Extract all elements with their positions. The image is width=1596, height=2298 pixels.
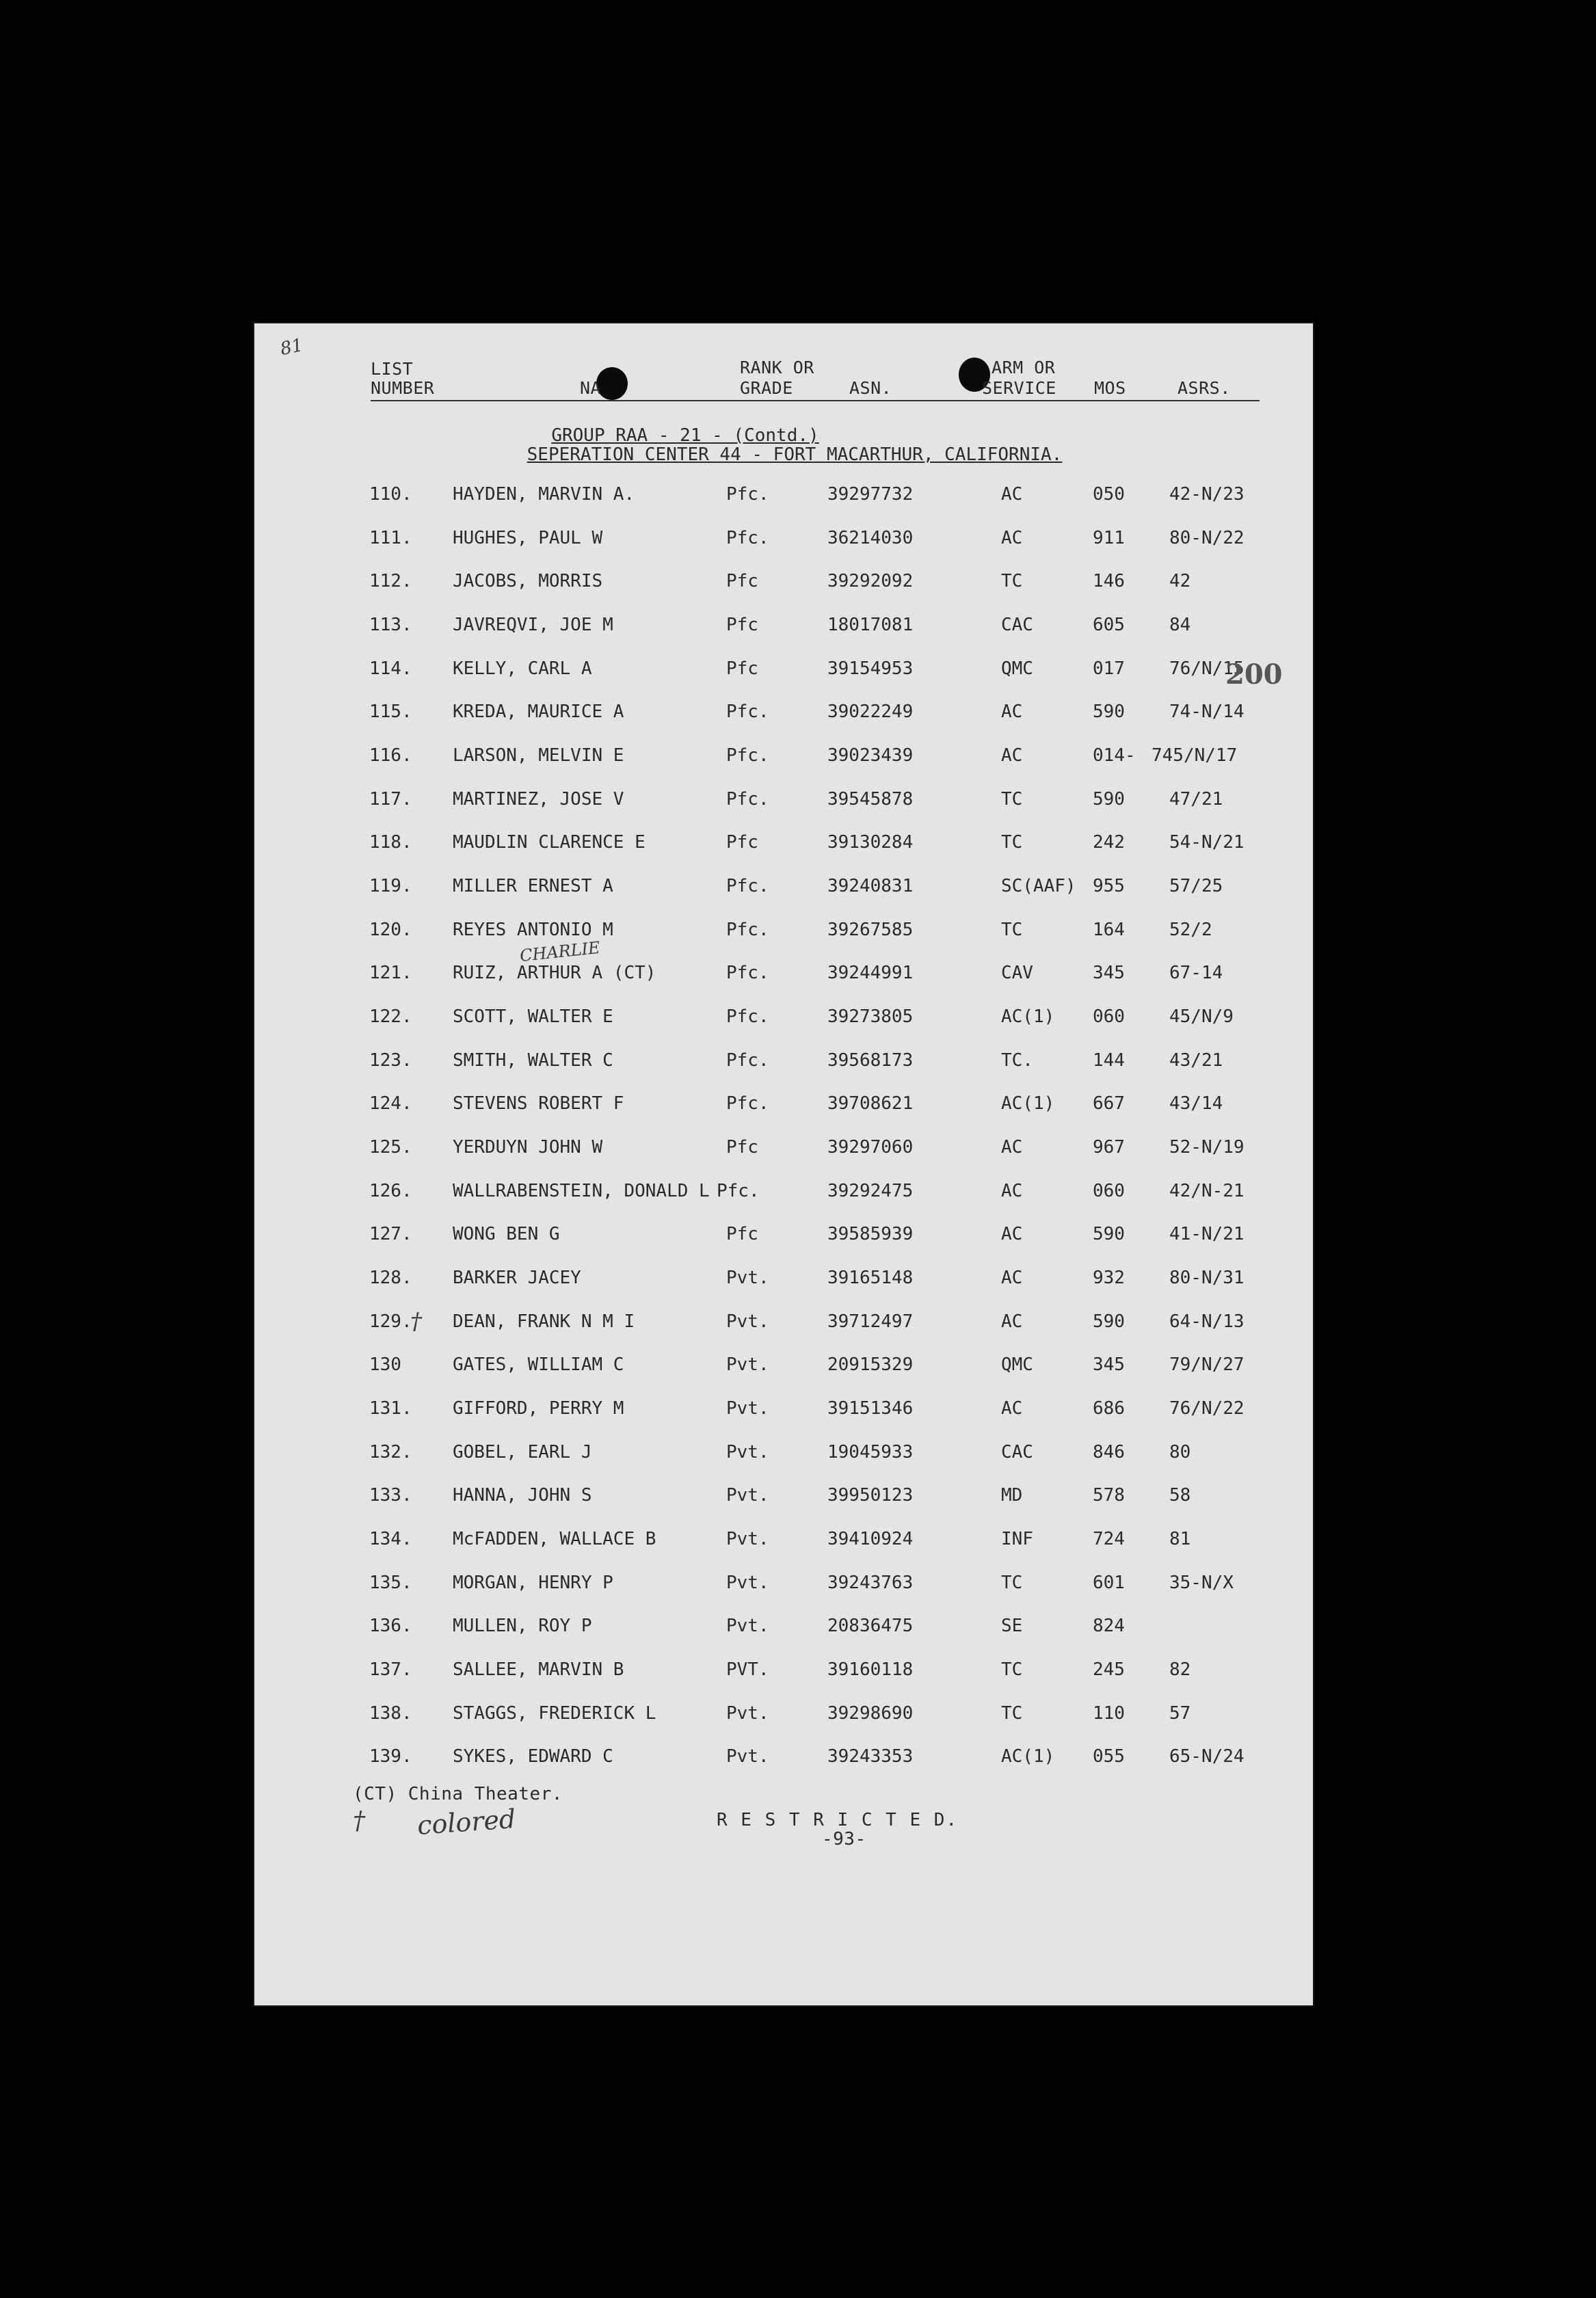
asrs: 41-N/21 [1169,1224,1245,1244]
mos: 242 [1093,832,1125,853]
list-number: 112. [369,571,412,591]
asn: 39151346 [827,1398,914,1419]
arm-service: AC [1001,484,1023,505]
rank: Pvt. [726,1746,769,1767]
list-number: 116. [369,745,412,766]
arm-service: AC [1001,1181,1023,1201]
asn: 39154953 [827,658,914,679]
table-row [254,657,1313,684]
rank: Pfc. [726,789,769,810]
list-number: 123. [369,1050,412,1071]
asrs: 43/14 [1169,1093,1223,1114]
soldier-name: LARSON, MELVIN E [453,745,624,766]
soldier-name: KELLY, CARL A [453,658,592,679]
arm-service: INF [1001,1529,1033,1549]
arm-service: CAC [1001,1442,1033,1462]
asrs: 57 [1169,1703,1191,1724]
rank: Pfc. [726,1093,769,1114]
list-number: 136. [369,1616,412,1636]
table-row [254,1702,1313,1729]
rank: Pvt. [726,1398,769,1419]
mos: 146 [1093,571,1125,591]
mos: 017 [1093,658,1125,679]
mos: 590 [1093,1224,1125,1244]
asrs: 52/2 [1169,920,1212,940]
header-list: LIST [371,359,414,379]
list-number: 120. [369,920,412,940]
mos: 345 [1093,1354,1125,1375]
mos: 060 [1093,1006,1125,1027]
asn: 39292092 [827,571,914,591]
arm-service: AC [1001,528,1023,548]
asn: 39545878 [827,789,914,810]
table-row [254,1223,1313,1250]
list-number: 125. [369,1137,412,1158]
arm-service: MD [1001,1485,1023,1506]
soldier-name: GATES, WILLIAM C [453,1354,624,1375]
rank: PVT. [726,1659,769,1680]
soldier-name: KREDA, MAURICE A [453,702,624,722]
page-number: -93- [822,1829,866,1849]
asrs: 80 [1169,1442,1191,1462]
mos: 590 [1093,789,1125,810]
arm-service: AC [1001,745,1023,766]
table-row [254,1441,1313,1468]
asn: 39273805 [827,1006,914,1027]
document-page [254,323,1313,2005]
asrs: 80-N/22 [1169,528,1245,548]
rank: Pfc. [726,920,769,940]
soldier-name: McFADDEN, WALLACE B [453,1529,656,1549]
asrs: 84 [1169,615,1191,635]
soldier-name: YERDUYN JOHN W [453,1137,603,1158]
arm-service: TC. [1001,1050,1033,1071]
asrs: 58 [1169,1485,1191,1506]
table-row [254,1179,1313,1207]
soldier-name: JAVREQVI, JOE M [453,615,613,635]
table-row [254,700,1313,727]
asn: 18017081 [827,615,914,635]
asn: 39130284 [827,832,914,853]
rank: Pvt. [726,1268,769,1288]
asn: 39240831 [827,876,914,896]
asrs: 745/N/17 [1152,745,1238,766]
arm-service: SC(AAF) [1001,876,1076,896]
asn: 39950123 [827,1485,914,1506]
soldier-name: WONG BEN G [453,1224,560,1244]
asrs: 64-N/13 [1169,1311,1245,1332]
rank: Pfc. [717,1181,760,1201]
asn: 39243353 [827,1746,914,1767]
arm-service: TC [1001,571,1023,591]
mos: 055 [1093,1746,1125,1767]
rank: Pfc [726,1137,758,1158]
table-row [254,570,1313,597]
asn: 39297732 [827,484,914,505]
list-number: 124. [369,1093,412,1114]
rank: Pvt. [726,1442,769,1462]
list-number: 139. [369,1746,412,1767]
rank: Pfc [726,1224,758,1244]
table-row [254,874,1313,902]
table-row [254,1527,1313,1555]
soldier-name: MULLEN, ROY P [453,1616,592,1636]
header-number: NUMBER [371,378,435,398]
table-row [254,1571,1313,1599]
restricted-label: R E S T R I C T E D. [717,1810,959,1830]
list-number: 121. [369,963,412,983]
table-row [254,744,1313,771]
soldier-name: STAGGS, FREDERICK L [453,1703,656,1724]
table-row [254,831,1313,858]
list-number: 129. [369,1311,412,1332]
arm-service: AC [1001,1398,1023,1419]
arm-service: TC [1001,789,1023,810]
mos: 967 [1093,1137,1125,1158]
arm-service: SE [1001,1616,1023,1636]
soldier-name: REYES ANTONIO M [453,920,613,940]
soldier-name: MARTINEZ, JOSE V [453,789,624,810]
list-number: 133. [369,1485,412,1506]
table-row [254,1136,1313,1163]
mos: 667 [1093,1093,1125,1114]
list-number: 130 [369,1354,401,1375]
asn: 39160118 [827,1659,914,1680]
arm-service: CAC [1001,615,1033,635]
arm-service: AC [1001,1137,1023,1158]
asrs: 54-N/21 [1169,832,1245,853]
mos: 144 [1093,1050,1125,1071]
rank: Pfc. [726,1006,769,1027]
asrs: 57/25 [1169,876,1223,896]
arm-service: AC [1001,1224,1023,1244]
list-number: 119. [369,876,412,896]
header-name: NA [580,378,602,398]
soldier-name: GIFFORD, PERRY M [453,1398,624,1419]
asrs: 42-N/23 [1169,484,1245,505]
arm-service: AC [1001,702,1023,722]
mos: 686 [1093,1398,1125,1419]
list-number: 138. [369,1703,412,1724]
rank: Pvt. [726,1616,769,1636]
asrs: 42 [1169,571,1191,591]
asrs: 74-N/14 [1169,702,1245,722]
mos: 605 [1093,615,1125,635]
asn: 39410924 [827,1529,914,1549]
table-row [254,1353,1313,1380]
table-row [254,1484,1313,1511]
rank: Pvt. [726,1703,769,1724]
arm-service: TC [1001,1573,1023,1593]
rank: Pfc. [726,963,769,983]
table-row [254,1266,1313,1294]
soldier-name: HAYDEN, MARVIN A. [453,484,635,505]
mos: 050 [1093,484,1125,505]
soldier-name: STEVENS ROBERT F [453,1093,624,1114]
asrs: 81 [1169,1529,1191,1549]
list-number: 131. [369,1398,412,1419]
table-row [254,1049,1313,1076]
asrs: 43/21 [1169,1050,1223,1071]
arm-service: AC(1) [1001,1006,1055,1027]
mos: 110 [1093,1703,1125,1724]
rank: Pfc [726,832,758,853]
arm-service: AC(1) [1001,1093,1055,1114]
list-number: 122. [369,1006,412,1027]
list-number: 134. [369,1529,412,1549]
rank: Pvt. [726,1354,769,1375]
arm-service: CAV [1001,963,1033,983]
mos: 724 [1093,1529,1125,1549]
table-row [254,483,1313,510]
asrs: 76/N/22 [1169,1398,1245,1419]
table-row [254,526,1313,554]
list-number: 132. [369,1442,412,1462]
list-number: 111. [369,528,412,548]
soldier-name: MILLER ERNEST A [453,876,613,896]
asrs: 45/N/9 [1169,1006,1234,1027]
soldier-name: MORGAN, HENRY P [453,1573,613,1593]
asrs: 80-N/31 [1169,1268,1245,1288]
rank: Pfc [726,571,758,591]
rank: Pfc [726,615,758,635]
soldier-name: GOBEL, EARL J [453,1442,592,1462]
table-row [254,613,1313,641]
header-rank-bottom: GRADE [740,378,793,398]
list-number: 135. [369,1573,412,1593]
mos: 824 [1093,1616,1125,1636]
table-row [254,1005,1313,1032]
asn: 39267585 [827,920,914,940]
mos: 955 [1093,876,1125,896]
table-row [254,1614,1313,1642]
asrs: 76/N/15 [1169,658,1245,679]
asn: 39022249 [827,702,914,722]
group-title: GROUP RAA - 21 - (Contd.) [551,425,819,446]
asn: 39244991 [827,963,914,983]
asn: 39165148 [827,1268,914,1288]
handwritten-charlie: CHARLIE [518,937,601,966]
table-row [254,1092,1313,1119]
list-number: 117. [369,789,412,810]
header-asn: ASN. [849,378,892,398]
asn: 39298690 [827,1703,914,1724]
list-number: 110. [369,484,412,505]
table-row [254,1658,1313,1685]
rank: Pvt. [726,1311,769,1332]
asrs: 67-14 [1169,963,1223,983]
asn: 39712497 [827,1311,914,1332]
mos: 590 [1093,1311,1125,1332]
arm-service: AC [1001,1311,1023,1332]
rank: Pvt. [726,1573,769,1593]
list-number: 114. [369,658,412,679]
soldier-name: SCOTT, WALTER E [453,1006,613,1027]
mos: 578 [1093,1485,1125,1506]
mos: 245 [1093,1659,1125,1680]
mos: 590 [1093,702,1125,722]
asrs: 47/21 [1169,789,1223,810]
asn: 39297060 [827,1137,914,1158]
soldier-name: HANNA, JOHN S [453,1485,592,1506]
table-row [254,918,1313,946]
arm-service: QMC [1001,1354,1033,1375]
header-arm-bottom: SERVICE [982,378,1056,398]
soldier-name: DEAN, FRANK N M I [453,1311,635,1332]
soldier-name: BARKER JACEY [453,1268,581,1288]
arm-service: AC(1) [1001,1746,1055,1767]
mos: 932 [1093,1268,1125,1288]
rank: Pvt. [726,1485,769,1506]
asn: 36214030 [827,528,914,548]
list-number: 137. [369,1659,412,1680]
header-rank-top: RANK OR [740,358,814,377]
list-number: 113. [369,615,412,635]
asn: 39292475 [827,1181,914,1201]
soldier-name: SALLEE, MARVIN B [453,1659,624,1680]
mos: 601 [1093,1573,1125,1593]
rank: Pfc. [726,484,769,505]
asrs: 35-N/X [1169,1573,1234,1593]
header-underline [371,400,1260,401]
asrs: 82 [1169,1659,1191,1680]
asn: 20915329 [827,1354,914,1375]
handwritten-dagger-mark: † [410,1308,422,1335]
asn: 39023439 [827,745,914,766]
soldier-name: MAUDLIN CLARENCE E [453,832,646,853]
corner-mark: 81 [278,334,305,360]
asn: 39708621 [827,1093,914,1114]
mos: 911 [1093,528,1125,548]
arm-service: TC [1001,920,1023,940]
handwritten-count: 200 [1225,658,1283,691]
center-title: SEPERATION CENTER 44 - FORT MACARTHUR, CALIFORNIA. [527,444,1063,465]
table-row [254,1397,1313,1424]
asrs: 52-N/19 [1169,1137,1245,1158]
asn: 19045933 [827,1442,914,1462]
list-number: 127. [369,1224,412,1244]
asn: 39243763 [827,1573,914,1593]
footnote-china-theater: (CT) China Theater. [353,1784,563,1804]
header-asrs: ASRS. [1178,378,1231,398]
mos: 014- [1093,745,1136,766]
soldier-name: SYKES, EDWARD C [453,1746,613,1767]
rank: Pfc. [726,528,769,548]
rank: Pvt. [726,1529,769,1549]
asn: 39585939 [827,1224,914,1244]
header-mos: MOS [1094,378,1126,398]
arm-service: QMC [1001,658,1033,679]
table-row [254,788,1313,815]
asrs: 42/N-21 [1169,1181,1245,1201]
table-row [254,1745,1313,1772]
soldier-name: SMITH, WALTER C [453,1050,613,1071]
asrs: 79/N/27 [1169,1354,1245,1375]
arm-service: AC [1001,1268,1023,1288]
header-arm-top: ARM OR [992,358,1056,377]
arm-service: TC [1001,1659,1023,1680]
handwritten-dagger-mark: † [353,1807,365,1835]
mos: 345 [1093,963,1125,983]
soldier-name: WALLRABENSTEIN, DONALD L [453,1181,710,1201]
asn: 20836475 [827,1616,914,1636]
asrs: 65-N/24 [1169,1746,1245,1767]
list-number: 118. [369,832,412,853]
rank: Pfc. [726,876,769,896]
mos: 060 [1093,1181,1125,1201]
handwritten-colored-note: colored [416,1804,517,1841]
rank: Pfc. [726,1050,769,1071]
soldier-name: HUGHES, PAUL W [453,528,603,548]
soldier-name: RUIZ, ARTHUR A (CT) [453,963,656,983]
arm-service: TC [1001,832,1023,853]
soldier-name: JACOBS, MORRIS [453,571,603,591]
rank: Pfc [726,658,758,679]
list-number: 115. [369,702,412,722]
list-number: 126. [369,1181,412,1201]
rank: Pfc. [726,702,769,722]
asn: 39568173 [827,1050,914,1071]
table-row [254,961,1313,989]
mos: 164 [1093,920,1125,940]
rank: Pfc. [726,745,769,766]
list-number: 128. [369,1268,412,1288]
mos: 846 [1093,1442,1125,1462]
arm-service: TC [1001,1703,1023,1724]
